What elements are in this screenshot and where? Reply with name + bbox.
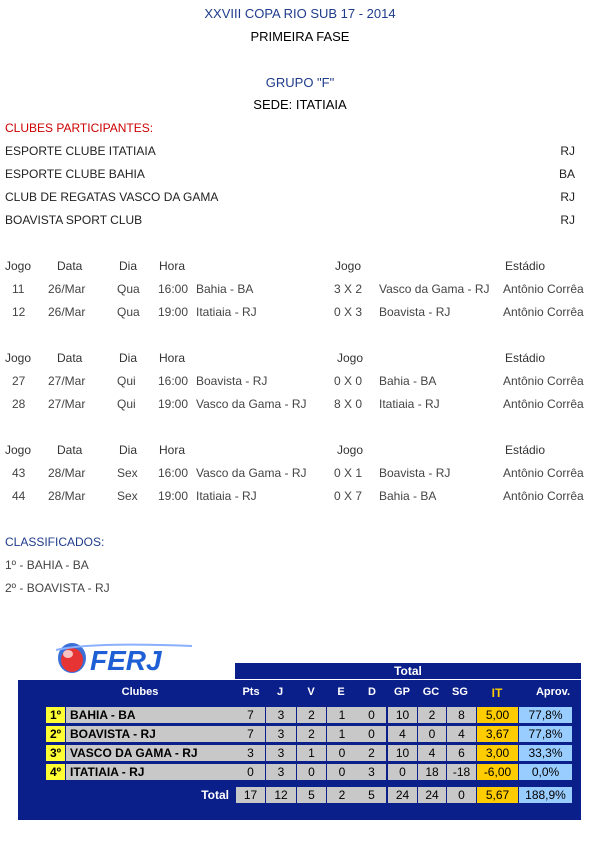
column-header: V xyxy=(307,686,315,698)
game-date: 28/Mar xyxy=(48,466,86,480)
column-header: GP xyxy=(394,686,410,698)
row-value: 6 xyxy=(447,745,477,761)
game-score: 0 X 7 xyxy=(334,489,363,503)
schedule-header-dia: Dia xyxy=(119,443,138,457)
participant-state: RJ xyxy=(560,144,575,158)
game-date: 27/Mar xyxy=(48,374,86,388)
total-value: 24 xyxy=(388,787,418,803)
game-away: Vasco da Gama - RJ xyxy=(379,282,490,296)
game-number: 44 xyxy=(12,489,26,503)
schedule-header-jogo2: Jogo xyxy=(337,443,364,457)
row-value: 0 xyxy=(327,764,358,780)
game-score: 0 X 0 xyxy=(334,374,363,388)
game-time: 19:00 xyxy=(158,489,189,503)
row-value: 0 xyxy=(327,745,358,761)
venue-title: SEDE: ITATIAIA xyxy=(253,97,347,112)
game-day: Sex xyxy=(117,466,138,480)
game-home: Itatiaia - RJ xyxy=(196,305,257,319)
svg-text:FERJ: FERJ xyxy=(90,645,162,676)
participant-name: ESPORTE CLUBE ITATIAIA xyxy=(5,144,156,158)
game-home: Vasco da Gama - RJ xyxy=(196,397,307,411)
game-score: 3 X 2 xyxy=(334,282,363,296)
game-day: Qua xyxy=(117,282,140,296)
schedule-header-dia: Dia xyxy=(119,259,138,273)
column-header: E xyxy=(337,686,345,698)
qualified-item-2: 2º - BOAVISTA - RJ xyxy=(5,581,110,595)
row-value: 0 xyxy=(297,764,327,780)
game-day: Qui xyxy=(117,397,136,411)
schedule-header-data: Data xyxy=(57,443,83,457)
participant-row xyxy=(5,190,575,208)
total-value: 24 xyxy=(418,787,447,803)
participant-name: ESPORTE CLUBE BAHIA xyxy=(5,167,145,181)
row-it: 5,00 xyxy=(477,707,519,723)
row-value: 0 xyxy=(388,764,418,780)
total-value: 12 xyxy=(266,787,297,803)
game-number: 12 xyxy=(12,305,26,319)
game-number: 11 xyxy=(12,282,25,296)
page-title: XXVIII COPA RIO SUB 17 - 2014 xyxy=(204,6,396,21)
row-value: 4 xyxy=(388,726,418,742)
game-stadium: Antônio Corrêa xyxy=(503,397,584,411)
column-header: D xyxy=(368,686,376,698)
phase-title: PRIMEIRA FASE xyxy=(250,29,350,44)
row-aprov: 0,0% xyxy=(519,764,573,780)
row-value: 7 xyxy=(236,726,266,742)
table-row xyxy=(46,764,577,780)
row-value: 4 xyxy=(418,745,447,761)
row-position: 4º xyxy=(46,764,66,780)
schedule-header-hora: Hora xyxy=(159,443,186,457)
row-aprov: 33,3% xyxy=(519,745,573,761)
row-it: 3,00 xyxy=(477,745,519,761)
row-value: 7 xyxy=(236,707,266,723)
participant-row xyxy=(5,213,575,231)
row-value: 10 xyxy=(388,707,418,723)
participant-name: CLUB DE REGATAS VASCO DA GAMA xyxy=(5,190,219,204)
game-time: 16:00 xyxy=(158,282,189,296)
row-position: 2º xyxy=(46,726,66,742)
game-number: 43 xyxy=(12,466,26,480)
schedule-header-estadio: Estádio xyxy=(505,351,546,365)
row-value: 0 xyxy=(236,764,266,780)
group-title: GRUPO "F" xyxy=(265,75,335,90)
row-club: ITATIAIA - RJ xyxy=(66,764,256,780)
schedule-header-jogo: Jogo xyxy=(5,443,32,457)
total-value: 5 xyxy=(297,787,327,803)
game-home: Boavista - RJ xyxy=(196,374,268,388)
game-home: Bahia - BA xyxy=(196,282,254,296)
row-value: 0 xyxy=(357,726,387,742)
game-away: Boavista - RJ xyxy=(379,466,451,480)
game-score: 8 X 0 xyxy=(334,397,363,411)
game-number: 28 xyxy=(12,397,26,411)
qualified-heading: CLASSIFICADOS: xyxy=(5,535,105,549)
total-value: 0 xyxy=(447,787,477,803)
row-value: 2 xyxy=(357,745,387,761)
game-home: Vasco da Gama - RJ xyxy=(196,466,307,480)
row-value: 4 xyxy=(447,726,477,742)
game-stadium: Antônio Corrêa xyxy=(503,305,584,319)
schedule-header-hora: Hora xyxy=(159,259,186,273)
totals-label: Total xyxy=(201,788,229,802)
game-day: Qui xyxy=(117,374,136,388)
row-aprov: 77,8% xyxy=(519,707,573,723)
column-header: Clubes xyxy=(121,686,159,698)
row-position: 1º xyxy=(46,707,66,723)
game-day: Sex xyxy=(117,489,138,503)
row-value: 3 xyxy=(236,745,266,761)
ferj-logo xyxy=(52,640,197,676)
schedule-header-jogo: Jogo xyxy=(5,351,32,365)
game-number: 27 xyxy=(12,374,26,388)
row-it: 3,67 xyxy=(477,726,519,742)
game-date: 26/Mar xyxy=(48,282,86,296)
column-header: J xyxy=(276,686,284,698)
column-header: Pts xyxy=(242,686,260,698)
row-club: BAHIA - BA xyxy=(66,707,256,723)
participant-state: RJ xyxy=(560,190,575,204)
row-value: -18 xyxy=(447,764,477,780)
schedule-header-jogo2: Jogo xyxy=(337,351,364,365)
game-date: 27/Mar xyxy=(48,397,86,411)
game-away: Bahia - BA xyxy=(379,489,437,503)
game-stadium: Antônio Corrêa xyxy=(503,374,584,388)
row-value: 1 xyxy=(327,707,358,723)
game-score: 0 X 1 xyxy=(334,466,363,480)
participant-state: RJ xyxy=(560,213,575,227)
totals-cells xyxy=(46,787,577,803)
schedule-header-hora: Hora xyxy=(159,351,186,365)
schedule-header-estadio: Estádio xyxy=(505,443,546,457)
schedule-header-data: Data xyxy=(57,259,83,273)
total-aprov: 188,9% xyxy=(519,787,573,803)
total-value: 5 xyxy=(357,787,387,803)
game-away: Itatiaia - RJ xyxy=(379,397,440,411)
row-value: 0 xyxy=(357,707,387,723)
game-time: 16:00 xyxy=(158,374,189,388)
row-value: 2 xyxy=(297,726,327,742)
schedule-header-dia: Dia xyxy=(119,351,138,365)
participant-row xyxy=(5,167,575,185)
game-day: Qua xyxy=(117,305,140,319)
game-time: 19:00 xyxy=(158,305,189,319)
row-value: 1 xyxy=(297,745,327,761)
participant-name: BOAVISTA SPORT CLUB xyxy=(5,213,143,227)
row-aprov: 77,8% xyxy=(519,726,573,742)
total-value: 17 xyxy=(236,787,266,803)
participant-state: BA xyxy=(558,167,575,181)
total-it: 5,67 xyxy=(477,787,519,803)
game-home: Itatiaia - RJ xyxy=(196,489,257,503)
row-value: 3 xyxy=(266,726,297,742)
qualified-item-1: 1º - BAHIA - BA xyxy=(5,558,89,572)
game-away: Boavista - RJ xyxy=(379,305,451,319)
game-score: 0 X 3 xyxy=(334,305,363,319)
table-row xyxy=(46,726,577,742)
row-value: 2 xyxy=(418,707,447,723)
row-it: -6,00 xyxy=(477,764,519,780)
total-value: 2 xyxy=(327,787,358,803)
column-header: Aprov. xyxy=(535,686,571,698)
schedule-header-data: Data xyxy=(57,351,83,365)
total-header: Total xyxy=(235,663,581,679)
schedule-header-jogo: Jogo xyxy=(5,259,32,273)
game-time: 16:00 xyxy=(158,466,189,480)
schedule-header-jogo2: Jogo xyxy=(335,259,362,273)
game-stadium: Antônio Corrêa xyxy=(503,489,584,503)
participants-heading: CLUBES PARTICIPANTES: xyxy=(5,121,154,135)
game-stadium: Antônio Corrêa xyxy=(503,466,584,480)
row-value: 3 xyxy=(266,707,297,723)
row-value: 3 xyxy=(266,745,297,761)
row-value: 3 xyxy=(266,764,297,780)
game-stadium: Antônio Corrêa xyxy=(503,282,584,296)
table-row xyxy=(46,707,577,723)
row-club: VASCO DA GAMA - RJ xyxy=(66,745,256,761)
column-header: GC xyxy=(422,686,440,698)
game-time: 19:00 xyxy=(158,397,189,411)
schedule-header-estadio: Estádio xyxy=(505,259,546,273)
row-value: 1 xyxy=(327,726,358,742)
row-value: 0 xyxy=(418,726,447,742)
participant-row xyxy=(5,144,575,162)
row-value: 3 xyxy=(357,764,387,780)
row-club: BOAVISTA - RJ xyxy=(66,726,256,742)
row-position: 3º xyxy=(46,745,66,761)
row-value: 8 xyxy=(447,707,477,723)
column-header: SG xyxy=(452,686,468,698)
column-header: IT xyxy=(491,686,503,700)
game-date: 26/Mar xyxy=(48,305,86,319)
game-date: 28/Mar xyxy=(48,489,86,503)
game-away: Bahia - BA xyxy=(379,374,437,388)
row-value: 10 xyxy=(388,745,418,761)
row-value: 18 xyxy=(418,764,447,780)
row-value: 2 xyxy=(297,707,327,723)
table-row xyxy=(46,745,577,761)
